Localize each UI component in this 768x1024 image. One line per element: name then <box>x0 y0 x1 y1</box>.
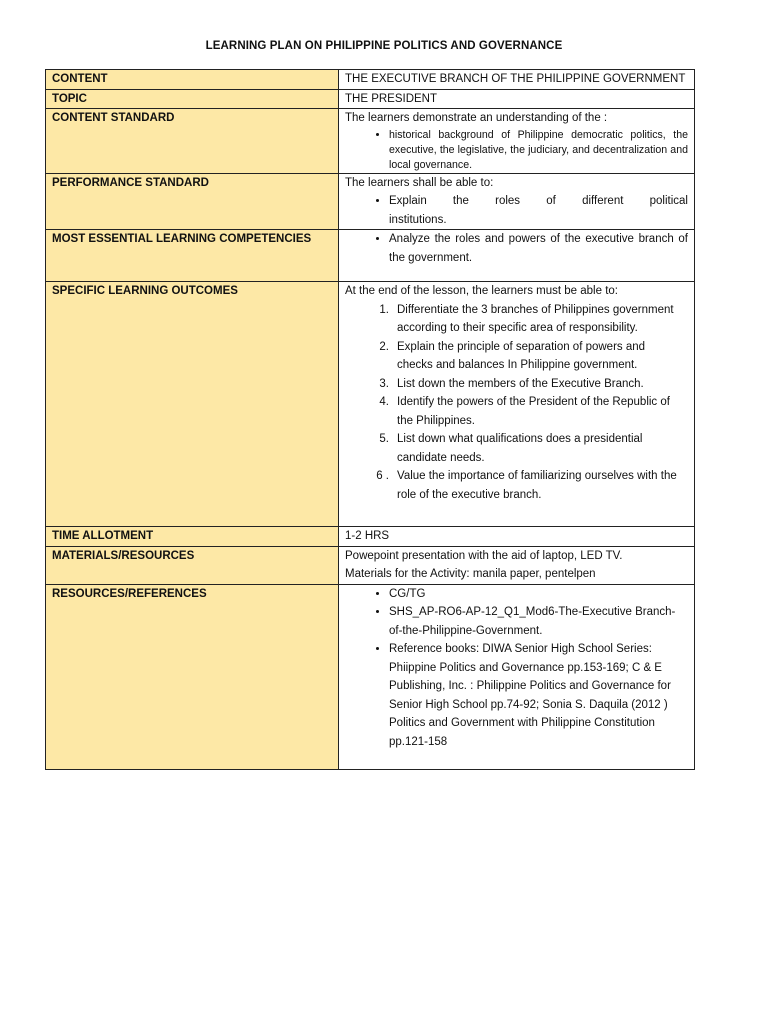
list-item: • CG/TG <box>389 585 688 604</box>
list-item: • historical background of Philippine democratic politics, the executive, the legislative, the judiciary, and decentralization and local governance. <box>389 128 688 173</box>
outcomes-list <box>345 301 688 505</box>
item-text: Value the importance of familiarizing ourselves with the role of the executive branch. <box>397 470 677 501</box>
row-label-topic: TOPIC <box>46 89 339 109</box>
table-row <box>46 282 695 527</box>
item-number: 2. <box>379 340 389 353</box>
outcomes-intro: At the end of the lesson, the learners must be able to: <box>345 285 618 297</box>
table-row <box>46 109 695 174</box>
list-item: • Reference books: DIWA Senior High School Series: Phiippine Politics and Governance pp.153-169; C & E Publishing, Inc. : Philippine Politics and Governance for Senior High School pp.74-92; Sonia S. Daquila (2012 ) Politics and Government with Philippine Constitution pp.121-158 <box>389 640 688 751</box>
table-row <box>46 546 695 584</box>
spacer <box>345 267 688 281</box>
item-number: 6 . <box>376 470 389 482</box>
row-label-materials: MATERIALS/RESOURCES <box>46 546 339 584</box>
row-label-time: TIME ALLOTMENT <box>46 527 339 547</box>
list-item: • SHS_AP-RO6-AP-12_Q1_Mod6-The-Executive Branch-of-the-Philippine-Government. <box>389 603 688 640</box>
row-label-content-standard: CONTENT STANDARD <box>46 109 339 174</box>
item-text: List down what qualifications does a presidential candidate needs. <box>397 433 643 464</box>
materials-line-1: Powepoint presentation with the aid of laptop, LED TV. <box>345 549 623 562</box>
list-item <box>345 375 688 394</box>
table-row <box>46 527 695 547</box>
row-label-melc: MOST ESSENTIAL LEARNING COMPETENCIES <box>46 230 339 282</box>
table-row <box>46 89 695 109</box>
list-item <box>345 301 688 338</box>
materials-line-2: Materials for the Activity: manila paper, pentelpen <box>345 568 596 580</box>
spacer <box>345 751 688 769</box>
learning-plan-table <box>45 69 695 770</box>
item-text: List down the members of the Executive Branch. <box>397 377 644 390</box>
row-value-materials <box>339 546 695 584</box>
list-item: • Explain the roles of different political institutions. <box>389 192 688 229</box>
table-row <box>46 70 695 90</box>
content-standard-list <box>345 128 688 173</box>
document-title: LEARNING PLAN ON PHILIPPINE POLITICS AND GOVERNANCE <box>205 40 563 52</box>
item-number: 1. <box>379 303 389 316</box>
table-row <box>46 173 695 230</box>
row-value-references <box>339 584 695 770</box>
row-value-time: 1-2 HRS <box>339 527 695 547</box>
list-item <box>345 430 688 467</box>
row-label-content: CONTENT <box>46 70 339 90</box>
item-text: Explain the principle of separation of powers and checks and balances In Philippine government. <box>397 340 646 371</box>
row-value-performance-standard <box>339 173 695 230</box>
item-text: Differentiate the 3 branches of Philippines government according to their specific area of responsibility. <box>397 303 674 334</box>
list-item: • Analyze the roles and powers of the executive branch of the government. <box>389 230 688 267</box>
row-value-topic: THE PRESIDENT <box>339 89 695 109</box>
row-label-references: RESOURCES/REFERENCES <box>46 584 339 770</box>
table-row <box>46 584 695 770</box>
melc-list <box>345 230 688 267</box>
spacer <box>345 504 688 526</box>
list-item <box>345 338 688 375</box>
content-standard-intro: The learners demonstrate an understanding of the : <box>345 112 608 124</box>
row-value-outcomes <box>339 282 695 527</box>
item-text: Identify the powers of the President of the Republic of the Philippines. <box>397 396 670 427</box>
row-value-melc <box>339 230 695 282</box>
row-value-content: THE EXECUTIVE BRANCH OF THE PHILIPPINE GOVERNMENT <box>339 70 695 90</box>
row-label-performance-standard: PERFORMANCE STANDARD <box>46 173 339 230</box>
item-number: 4. <box>379 396 389 408</box>
list-item <box>345 393 688 430</box>
item-number: 3. <box>379 377 389 390</box>
performance-standard-intro: The learners shall be able to: <box>345 176 494 189</box>
table-row <box>46 230 695 282</box>
list-item <box>345 467 688 504</box>
item-number: 5. <box>379 433 389 445</box>
performance-standard-list <box>345 192 688 229</box>
row-value-content-standard <box>339 109 695 174</box>
row-label-outcomes: SPECIFIC LEARNING OUTCOMES <box>46 282 339 527</box>
references-list <box>345 585 688 752</box>
